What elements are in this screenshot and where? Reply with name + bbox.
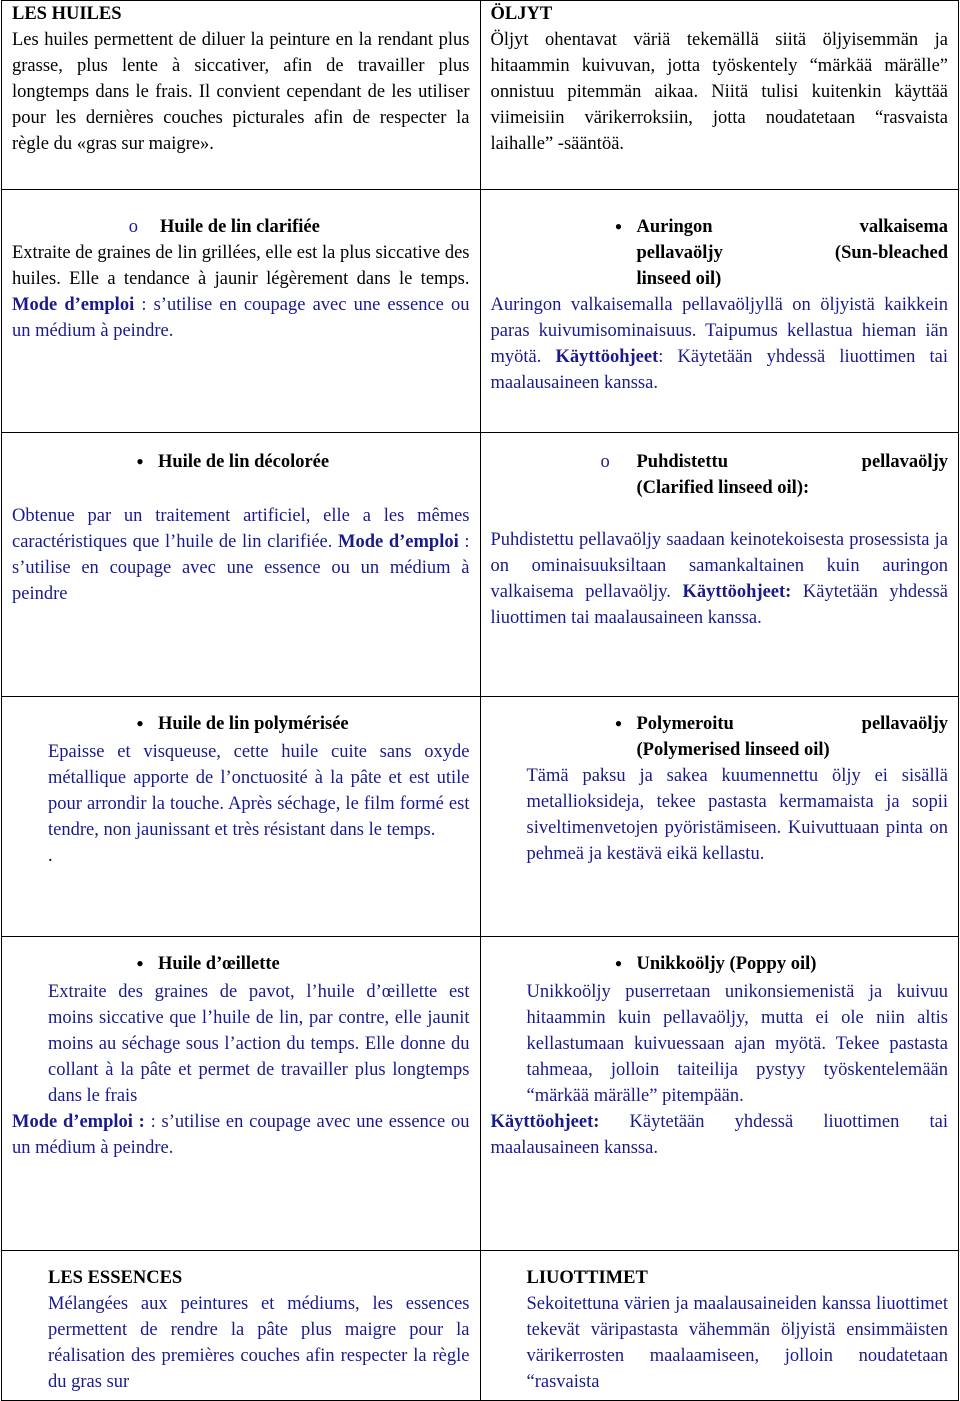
bullet-oeillette — [122, 951, 470, 979]
oil-title-puhd-2: (Clarified linseed oil): — [636, 478, 810, 498]
section-title-liuottimet: LIUOTTIMET — [526, 1268, 648, 1288]
mode-label: Mode d’emploi — [338, 532, 459, 552]
usage-text: : Käytetään yhdessä liuottimen tai maalausaineen kanssa. — [490, 347, 948, 393]
bullet-sun-bleached — [601, 214, 949, 292]
circle-bullet-icon: o — [128, 217, 138, 237]
cell-fr-clarifiee — [2, 190, 481, 433]
oil-title-sun-1a: Auringon — [636, 217, 713, 237]
oil-desc-puhdistettu: Puhdistettu pellavaöljy saadaan keinotekoisesta prosessista ja on ominaisuuksiltaan samankaltainen kuin auringon valkaisema pellavaöljy. — [490, 530, 948, 602]
oil-title-sun-3: linseed oil) — [636, 269, 722, 289]
intro-text-fr: Les huiles permettent de diluer la peinture en la rendant plus grasse, plus lente à siccativer, afin de travailler plus longtemps dans le frais. Il convient cependant de les utiliser pour les dernières couches picturales afin de respecter la règle du «gras sur maigre». — [12, 30, 470, 154]
bullet-polymerisee — [122, 711, 470, 739]
oil-desc-decoloree: Obtenue par un traitement artificiel, elle a les mêmes caractéristiques que l’huile de lin clarifiée. — [12, 506, 470, 552]
usage-label: Käyttöohjeet: — [682, 582, 792, 602]
liuottimet-text: Sekoitettuna värien ja maalausaineiden kanssa liuottimet tekevät väripastasta vähemmän öljyistä ensimmäisten värikerrosten maalaamiseen, jolloin noudatetaan “rasvaista — [526, 1294, 948, 1392]
table-row — [2, 433, 959, 697]
oil-title-polymerisee: Huile de lin polymérisée — [158, 714, 349, 734]
oil-desc-polymeroitu: Tämä paksu ja sakea kuumennettu öljy ei sisällä metallioksideja, tekee pastasta kermamaista ja sopii siveltimenvetojen pyöristämiseen. Kuivuttuaan pinta on pehmeä ja kestävä eikä kellastu. — [526, 766, 948, 864]
cell-fi-sun-bleached — [480, 190, 959, 433]
bullet-icon — [601, 711, 637, 739]
oil-title-decoloree: Huile de lin décolorée — [158, 452, 330, 472]
bullet-polymeroitu — [601, 711, 949, 763]
cell-fr-intro — [2, 1, 481, 190]
bilingual-oil-table — [1, 0, 959, 1401]
oil-desc-oeillette: Extraite des graines de pavot, l’huile d’œillette est moins siccative que l’huile de lin, par contre, elle jaunit moins au séchage sous l’action du temps. Elle donne du collant à la pâte et permet de travailler plus longtemps dans le frais — [48, 982, 470, 1106]
oil-title-oeillette: Huile d’œillette — [158, 954, 280, 974]
table-row — [2, 1251, 959, 1401]
oil-title-sun-2a: pellavaöljy — [636, 243, 723, 263]
usage-label: Käyttöohjeet: — [490, 1112, 600, 1132]
oil-text-sun — [491, 292, 949, 396]
mode-text: : s’utilise en coupage avec une essence ou un médium à peindre. — [12, 295, 470, 341]
oil-desc-sun: Auringon valkaisemalla pellavaöljyllä on öljyistä kaikkein paras kuivumisominaisuus. Taipumus kellastua hieman iän myötä. — [490, 295, 948, 367]
oil-title-clarifiee: Huile de lin clarifiée — [160, 217, 320, 237]
mode-text: : s’utilise en coupage avec une essence ou un médium à peindre. — [12, 1112, 470, 1158]
usage-text: Käytetään yhdessä liuottimen tai maalausaineen kanssa. — [490, 582, 948, 628]
cell-fi-unikko — [480, 937, 959, 1251]
usage-label: Käyttöohjeet — [555, 347, 659, 367]
table-row — [2, 190, 959, 433]
section-title-essences: LES ESSENCES — [48, 1268, 183, 1288]
oil-title-poly-1b: pellavaöljy — [861, 714, 948, 734]
table-row — [2, 937, 959, 1251]
cell-fi-polymeroitu — [480, 697, 959, 937]
cell-fr-decoloree — [2, 433, 481, 697]
oil-usage-unikko — [491, 1109, 949, 1161]
oil-title-sun-1b: valkaisema — [859, 217, 948, 237]
usage-text: Käytetään yhdessä liuottimen tai maalausaineen kanssa. — [490, 1112, 948, 1158]
cell-fr-oeillette — [2, 937, 481, 1251]
oil-title-puhd-1b: pellavaöljy — [861, 452, 948, 472]
oil-text-polymeroitu — [491, 763, 949, 867]
oil-title-poly-2: (Polymerised linseed oil) — [636, 740, 830, 760]
mode-text: : s’utilise en coupage avec une essence ou un médium à peindre — [12, 532, 470, 604]
oil-title-puhd-1a: Puhdistettu — [636, 452, 728, 472]
oil-desc-clarifiee: Extraite de graines de lin grillées, elle est la plus siccative des huiles. Elle a tendance à jaunir légèrement dans le temps. — [12, 243, 470, 289]
oil-text-decoloree — [12, 503, 470, 607]
oil-title-sun-2b: (Sun-bleached — [834, 243, 948, 263]
table-row — [2, 1, 959, 190]
oil-text-polymerisee — [12, 739, 470, 869]
circle-bullet-icon: o — [600, 452, 610, 472]
section-title-huiles: LES HUILES — [12, 4, 122, 24]
oil-desc-unikko: Unikkoöljy puserretaan unikonsiemenistä ja kuivuu hitaammin kuin pellavaöljy, mutta ei ole niin altis kellastumaan kuivuessaan ajan myötä. Tekee pastasta tahmeaa, jolloin taiteilija pystyy työskentelemään “märkää märälle” pitempään. — [526, 982, 948, 1106]
bullet-icon — [122, 449, 158, 477]
trailing-dot: . — [48, 846, 53, 866]
oil-title-poly-1a: Polymeroitu — [636, 714, 734, 734]
oil-mode-oeillette — [12, 1109, 470, 1161]
section-title-oljyt: ÖLJYT — [490, 4, 553, 24]
oil-desc-polymerisee: Epaisse et visqueuse, cette huile cuite sans oxyde métallique apporte de l’onctuosité à la pâte et est utile pour arrondir la touche. Après séchage, le film formé est tendre, non jaunissant et très résistant dans le temps. — [48, 742, 470, 840]
cell-fr-polymerisee — [2, 697, 481, 937]
bullet-icon — [601, 214, 637, 242]
bullet-icon — [601, 951, 637, 979]
mode-label: Mode d’emploi : — [12, 1112, 145, 1132]
oil-text-puhdistettu — [491, 527, 949, 631]
bullet-icon — [122, 711, 158, 739]
oil-title-unikko: Unikkoöljy (Poppy oil) — [636, 954, 817, 974]
table-row — [2, 697, 959, 937]
mode-label: Mode d’emploi — [12, 295, 135, 315]
oil-text-clarifiee — [12, 240, 470, 344]
cell-fi-puhdistettu — [480, 433, 959, 697]
intro-text-fi: Öljyt ohentavat väriä tekemällä siitä öljyisemmän ja hitaammin kuivuvan, jotta työskentely “märkää märälle” onnistuu pitemmän aikaa. Niitä tulisi kuitenkin käyttää viimeisiin värikerroksiin, jotta noudatetaan “rasvaista laihalle” -sääntöä. — [490, 30, 948, 154]
cell-fr-essences — [2, 1251, 481, 1401]
bullet-icon — [122, 951, 158, 979]
bullet-puhdistettu — [601, 449, 949, 501]
cell-fi-intro — [480, 1, 959, 190]
bullet-unikko — [601, 951, 949, 979]
essences-text: Mélangées aux peintures et médiums, les essences permettent de rendre la pâte plus maigre pour la réalisation des premières couches afin respecter la règle du gras sur — [48, 1294, 470, 1392]
cell-fi-liuottimet — [480, 1251, 959, 1401]
bullet-decoloree — [122, 449, 470, 477]
